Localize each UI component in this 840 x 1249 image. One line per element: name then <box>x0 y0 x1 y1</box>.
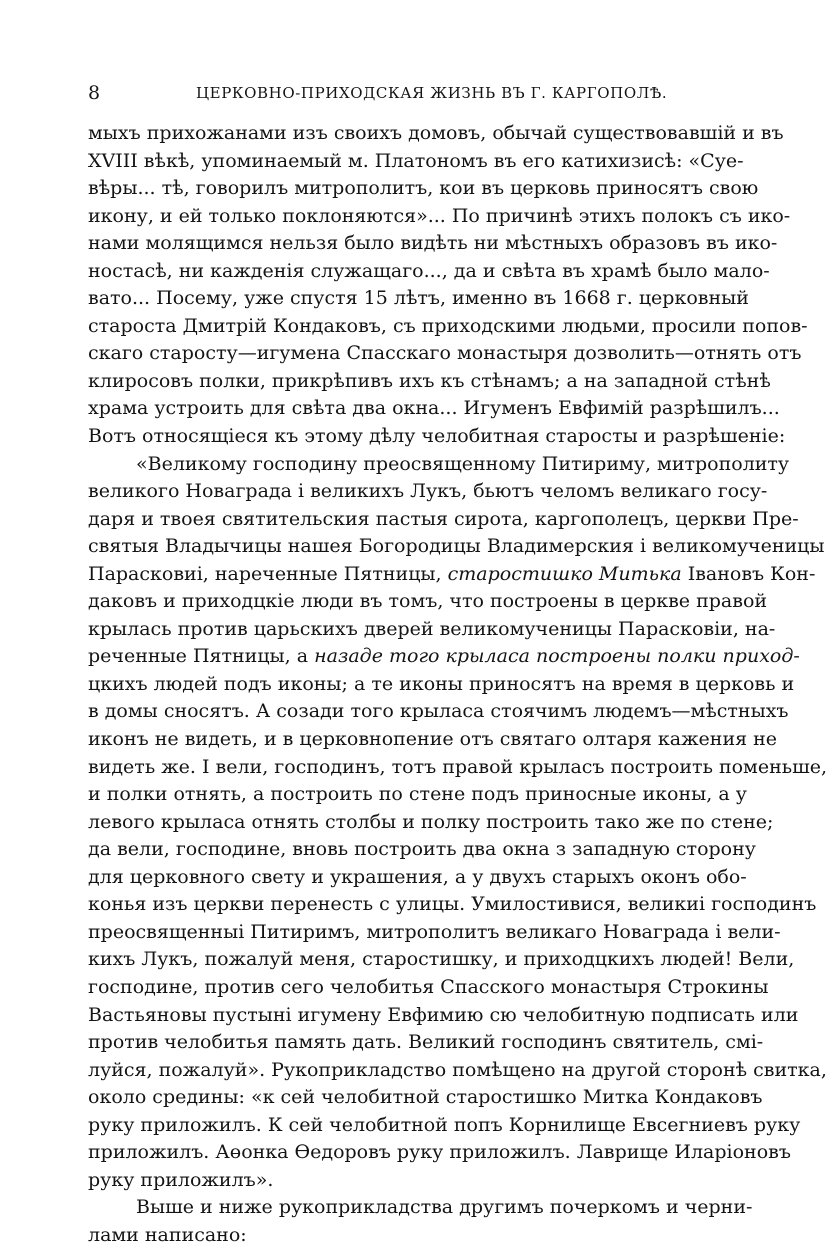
text-line: икону, и ей только поклоняются»... По причинѣ этихъ полокъ съ ико- <box>88 204 791 227</box>
text-line-mixed <box>88 561 816 589</box>
text-line: иконъ не видеть, и в церковнопение отъ святаго олтаря кажения не <box>88 728 778 751</box>
text-line: Выше и ниже рукоприкладства другимъ почеркомъ и черни- <box>136 1196 753 1219</box>
text-line: конья изъ церкви перенесть с улицы. Умилостивися, великиі господинъ <box>88 893 817 916</box>
text-line: лами написано: <box>88 1223 247 1246</box>
book-page <box>88 80 828 1246</box>
text-line: великого Новаграда і великихъ Лукъ, бьютъ челомъ великаго госу- <box>88 480 768 503</box>
text-line: даковъ и приходцкіе люди въ томъ, что построены в церкве правой <box>88 590 768 613</box>
text-line: и полки отнять, а построить по стене подъ приносные иконы, а у <box>88 783 747 806</box>
text-line: около средины: «к сей челобитной старостишко Митка Кондаковъ <box>88 1086 763 1109</box>
text-segment: Парасковиі, нареченные Пятницы, <box>88 562 442 585</box>
text-line: староста Дмитрій Кондаковъ, съ приходскими людьми, просили попов- <box>88 314 808 337</box>
text-line: вато... Посему, уже спустя 15 лѣтъ, именно въ 1668 г. церковный <box>88 287 749 310</box>
text-line: вѣры... тѣ, говорилъ митрополитъ, кои въ церковь приносятъ свою <box>88 177 759 200</box>
text-line: господине, против сего челобитья Спасского монастыря Строкины <box>88 975 769 998</box>
text-line: для церковного свету и украшения, а у двухъ старыхъ оконъ обо- <box>88 865 747 888</box>
text-line: левого крыласа отнять столбы и полку построить тако же по стене; <box>88 810 774 833</box>
text-line: крылась против царьскихъ дверей великомученицы Парасковіи, на- <box>88 617 776 640</box>
page-header <box>88 80 708 106</box>
text-line: видеть же. І вели, господинъ, тотъ правой крыласъ построить поменьше, <box>88 755 828 778</box>
text-line: руку приложилъ». <box>88 1168 274 1191</box>
text-line: Вастьяновы пустыні игумену Евфимию сю челобитную подписать или <box>88 1003 799 1026</box>
text-line: в домы сносятъ. А созади того крыласа стоячимъ людемъ—мѣстныхъ <box>88 700 789 723</box>
text-line: скаго старосту—игумена Спасскаго монастыря дозволить—отнять отъ <box>88 342 802 365</box>
text-line-italic: цкихъ людей подъ иконы; а те иконы приносятъ на время в церковь и <box>88 672 795 695</box>
body-text <box>88 120 828 1249</box>
text-line-mixed <box>88 643 800 671</box>
italic-segment: назаде того крыласа построены полки приход- <box>314 645 800 668</box>
text-line: Вотъ относящіеся къ этому дѣлу челобитная старосты и разрѣшеніе: <box>88 425 786 448</box>
text-line: нами молящимся нельзя было видѣть ни мѣстныхъ образовъ въ ико- <box>88 232 778 255</box>
running-title: ЦЕРКОВНО-ПРИХОДСКАЯ ЖИЗНЬ ВЪ Г. КАРГОПОЛѢ. <box>196 84 668 102</box>
text-line: против челобитья память дать. Великий господинъ святитель, смі- <box>88 1031 764 1054</box>
text-segment: реченные Пятницы, а <box>88 645 309 668</box>
italic-segment: старостишко Митька <box>447 562 682 585</box>
text-line: ностасѣ, ни кажденія служащаго..., да и свѣта въ храмѣ было мало- <box>88 259 770 282</box>
text-line: приложилъ. Аөонка Өедоровъ руку приложилъ. Лаврище Иларіоновъ <box>88 1141 791 1164</box>
text-line: даря и твоея святительския пастыя сирота, каргополецъ, церкви Пре- <box>88 507 799 530</box>
text-line: преосвященныі Питиримъ, митрополитъ великаго Новаграда і вели- <box>88 920 781 943</box>
text-line: руку приложилъ. К сей челобитной попъ Корнилище Евсегниевъ руку <box>88 1113 801 1136</box>
text-line: да вели, господине, вновь построить два окна з западную сторону <box>88 838 756 861</box>
text-line: мыхъ прихожанами изъ своихъ домовъ, обычай существовавшій и въ <box>88 122 784 144</box>
text-line: храма устроить для свѣта два окна... Игуменъ Евфимій разрѣшилъ... <box>88 397 780 420</box>
text-line: кихъ Лукъ, пожалуй меня, старостишку, и приходцкихъ людей! Вели, <box>88 948 795 971</box>
text-line: святыя Владычицы нашея Богородицы Владимерския і великомученицы <box>88 535 825 558</box>
text-line: луйся, пожалуй». Рукоприкладство помѣщено на другой сторонѣ свитка, <box>88 1058 827 1081</box>
text-segment: Івановъ Кон- <box>687 562 816 585</box>
text-line: клиросовъ полки, прикрѣпивъ ихъ къ стѣнамъ; а на западной стѣнѣ <box>88 369 771 392</box>
text-line: XVIII вѣкѣ, упоминаемый м. Платономъ въ его катихизисѣ: «Суе- <box>88 149 744 172</box>
page-number: 8 <box>88 82 101 104</box>
text-line: «Великому господину преосвященному Питириму, митрополиту <box>136 452 790 475</box>
